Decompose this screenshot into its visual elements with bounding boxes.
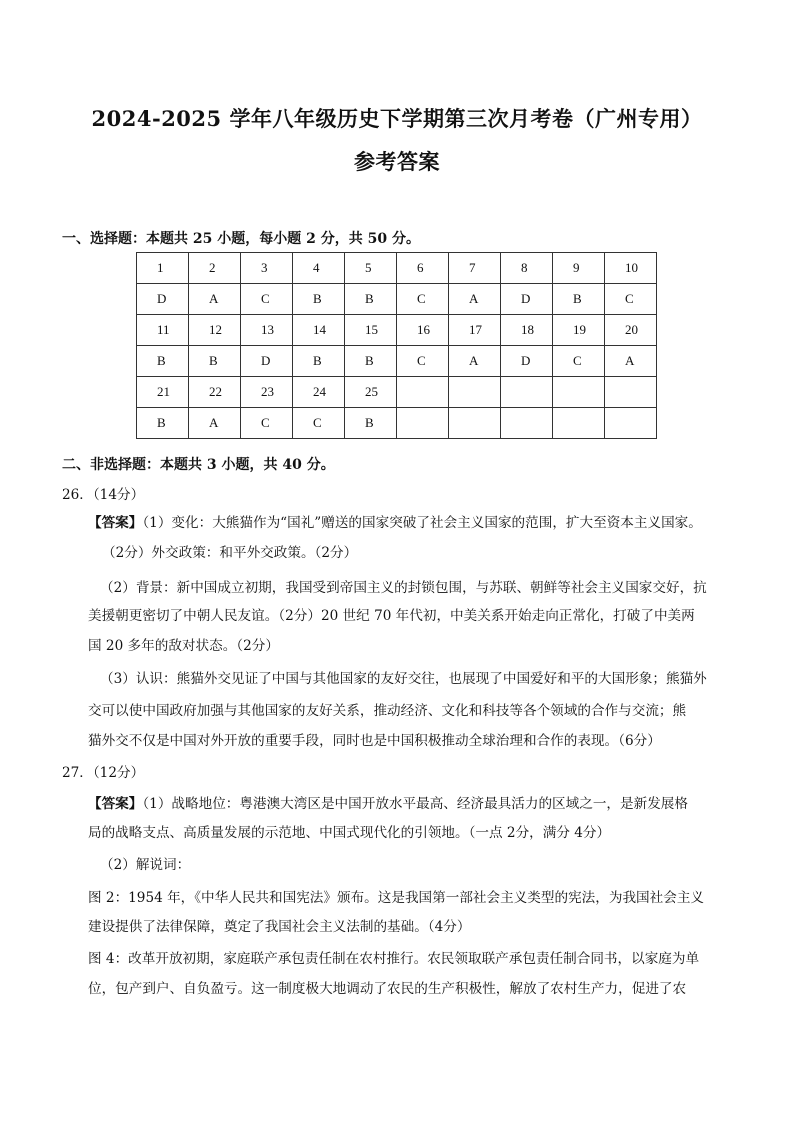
q26-line-8: 猫外交不仅是中国对外开放的重要手段，同时也是中国积极推动全球治理和合作的表现。（6分） bbox=[88, 733, 661, 749]
question-number-cell bbox=[605, 377, 657, 408]
question-number-cell: 4 bbox=[293, 253, 345, 284]
answer-cell bbox=[605, 408, 657, 439]
question-number-cell: 17 bbox=[449, 315, 501, 346]
answer-cell bbox=[397, 408, 449, 439]
answer-cell: C bbox=[241, 284, 293, 315]
question-number-cell bbox=[553, 377, 605, 408]
answer-cell: B bbox=[293, 284, 345, 315]
q26-label: 26．（14分） bbox=[62, 487, 145, 503]
answer-cell: B bbox=[345, 284, 397, 315]
question-number-cell: 8 bbox=[501, 253, 553, 284]
answer-row bbox=[137, 284, 657, 315]
answer-cell: C bbox=[397, 346, 449, 377]
answer-cell bbox=[449, 408, 501, 439]
answer-tag: 【答案】 bbox=[88, 515, 143, 531]
question-number-cell: 5 bbox=[345, 253, 397, 284]
q26-line-6: （3）认识：熊猫外交见证了中国与其他国家的友好交往，也展现了中国爱好和平的大国形象；熊猫外 bbox=[100, 671, 707, 687]
answer-table bbox=[136, 252, 657, 439]
question-number-cell: 15 bbox=[345, 315, 397, 346]
section2-heading: 二、非选择题：本题共 3 小题，共 40 分。 bbox=[62, 457, 335, 473]
question-number-cell: 13 bbox=[241, 315, 293, 346]
question-number-row bbox=[137, 253, 657, 284]
q27-line-5: 建设提供了法律保障，奠定了我国社会主义法制的基础。（4分） bbox=[88, 919, 471, 935]
answer-cell: C bbox=[293, 408, 345, 439]
q27-line-4: 图 2：1954 年，《中华人民共和国宪法》颁布。这是我国第一部社会主义类型的宪法，为我国社会主义 bbox=[88, 890, 705, 906]
answer-cell: C bbox=[397, 284, 449, 315]
q26-line-1: 【答案】（1）变化：大熊猫作为“国礼”赠送的国家突破了社会主义国家的范围，扩大至资本主义国家。 bbox=[88, 515, 702, 531]
answer-cell: B bbox=[137, 346, 189, 377]
answer-cell: B bbox=[293, 346, 345, 377]
question-number-cell bbox=[501, 377, 553, 408]
q27-line-1: 【答案】（1）战略地位：粤港澳大湾区是中国开放水平最高、经济最具活力的区域之一，是新发展格 bbox=[88, 796, 688, 812]
question-number-cell: 23 bbox=[241, 377, 293, 408]
q26-line-4: 美援朝更密切了中朝人民友谊。（2分）20 世纪 70 年代初，中美关系开始走向正常化，打破了中美两 bbox=[88, 608, 695, 624]
answer-tag: 【答案】 bbox=[88, 796, 143, 812]
answer-cell bbox=[501, 408, 553, 439]
answer-cell bbox=[553, 408, 605, 439]
question-number-cell: 14 bbox=[293, 315, 345, 346]
page-title: 2024-2025 学年八年级历史下学期第三次月考卷（广州专用） bbox=[91, 106, 703, 131]
question-number-cell: 11 bbox=[137, 315, 189, 346]
question-number-cell: 16 bbox=[397, 315, 449, 346]
question-number-cell: 9 bbox=[553, 253, 605, 284]
q27-line-2: 局的战略支点、高质量发展的示范地、中国式现代化的引领地。（一点 2分，满分 4分） bbox=[88, 825, 611, 841]
question-number-cell: 7 bbox=[449, 253, 501, 284]
answer-cell: A bbox=[449, 284, 501, 315]
question-number-cell: 22 bbox=[189, 377, 241, 408]
answer-cell: A bbox=[449, 346, 501, 377]
question-number-cell: 1 bbox=[137, 253, 189, 284]
q26-line-2: （2分）外交政策：和平外交政策。（2分） bbox=[102, 545, 358, 561]
question-number-cell: 12 bbox=[189, 315, 241, 346]
answer-cell: B bbox=[189, 346, 241, 377]
answer-cell: D bbox=[137, 284, 189, 315]
question-number-row bbox=[137, 377, 657, 408]
question-number-cell: 19 bbox=[553, 315, 605, 346]
answer-cell: D bbox=[241, 346, 293, 377]
question-number-cell bbox=[397, 377, 449, 408]
answer-cell: C bbox=[553, 346, 605, 377]
q26-line-3: （2）背景：新中国成立初期，我国受到帝国主义的封锁包围，与苏联、朝鲜等社会主义国家交好，抗 bbox=[100, 580, 707, 596]
answer-row bbox=[137, 346, 657, 377]
q27-line-3: （2）解说词： bbox=[100, 857, 191, 873]
answer-cell: D bbox=[501, 284, 553, 315]
question-number-cell: 6 bbox=[397, 253, 449, 284]
answer-cell: A bbox=[189, 284, 241, 315]
answer-cell: C bbox=[605, 284, 657, 315]
q26-line-5: 国 20 多年的敌对状态。（2分） bbox=[88, 638, 279, 654]
page-subtitle: 参考答案 bbox=[354, 149, 440, 174]
q27-line-6: 图 4：改革开放初期，家庭联产承包责任制在农村推行。农民领取联产承包责任制合同书，以家庭为单 bbox=[88, 951, 700, 967]
question-number-cell: 2 bbox=[189, 253, 241, 284]
q27-label: 27．（12分） bbox=[62, 765, 145, 781]
question-number-row bbox=[137, 315, 657, 346]
answer-cell: C bbox=[241, 408, 293, 439]
question-number-cell: 3 bbox=[241, 253, 293, 284]
answer-cell: B bbox=[345, 408, 397, 439]
question-number-cell: 18 bbox=[501, 315, 553, 346]
answer-cell: A bbox=[189, 408, 241, 439]
question-number-cell: 10 bbox=[605, 253, 657, 284]
section1-heading: 一、选择题：本题共 25 小题，每小题 2 分，共 50 分。 bbox=[62, 231, 420, 247]
question-number-cell bbox=[449, 377, 501, 408]
question-number-cell: 25 bbox=[345, 377, 397, 408]
answer-cell: B bbox=[553, 284, 605, 315]
q27-line-7: 位，包产到户、自负盈亏。这一制度极大地调动了农民的生产积极性，解放了农村生产力，促进了农 bbox=[88, 981, 687, 997]
answer-cell: A bbox=[605, 346, 657, 377]
answer-cell: B bbox=[137, 408, 189, 439]
answer-cell: B bbox=[345, 346, 397, 377]
question-number-cell: 20 bbox=[605, 315, 657, 346]
answer-row bbox=[137, 408, 657, 439]
answer-cell: D bbox=[501, 346, 553, 377]
question-number-cell: 24 bbox=[293, 377, 345, 408]
question-number-cell: 21 bbox=[137, 377, 189, 408]
q26-line-7: 交可以使中国政府加强与其他国家的友好关系，推动经济、文化和科技等各个领域的合作与交流；熊 bbox=[88, 703, 687, 719]
